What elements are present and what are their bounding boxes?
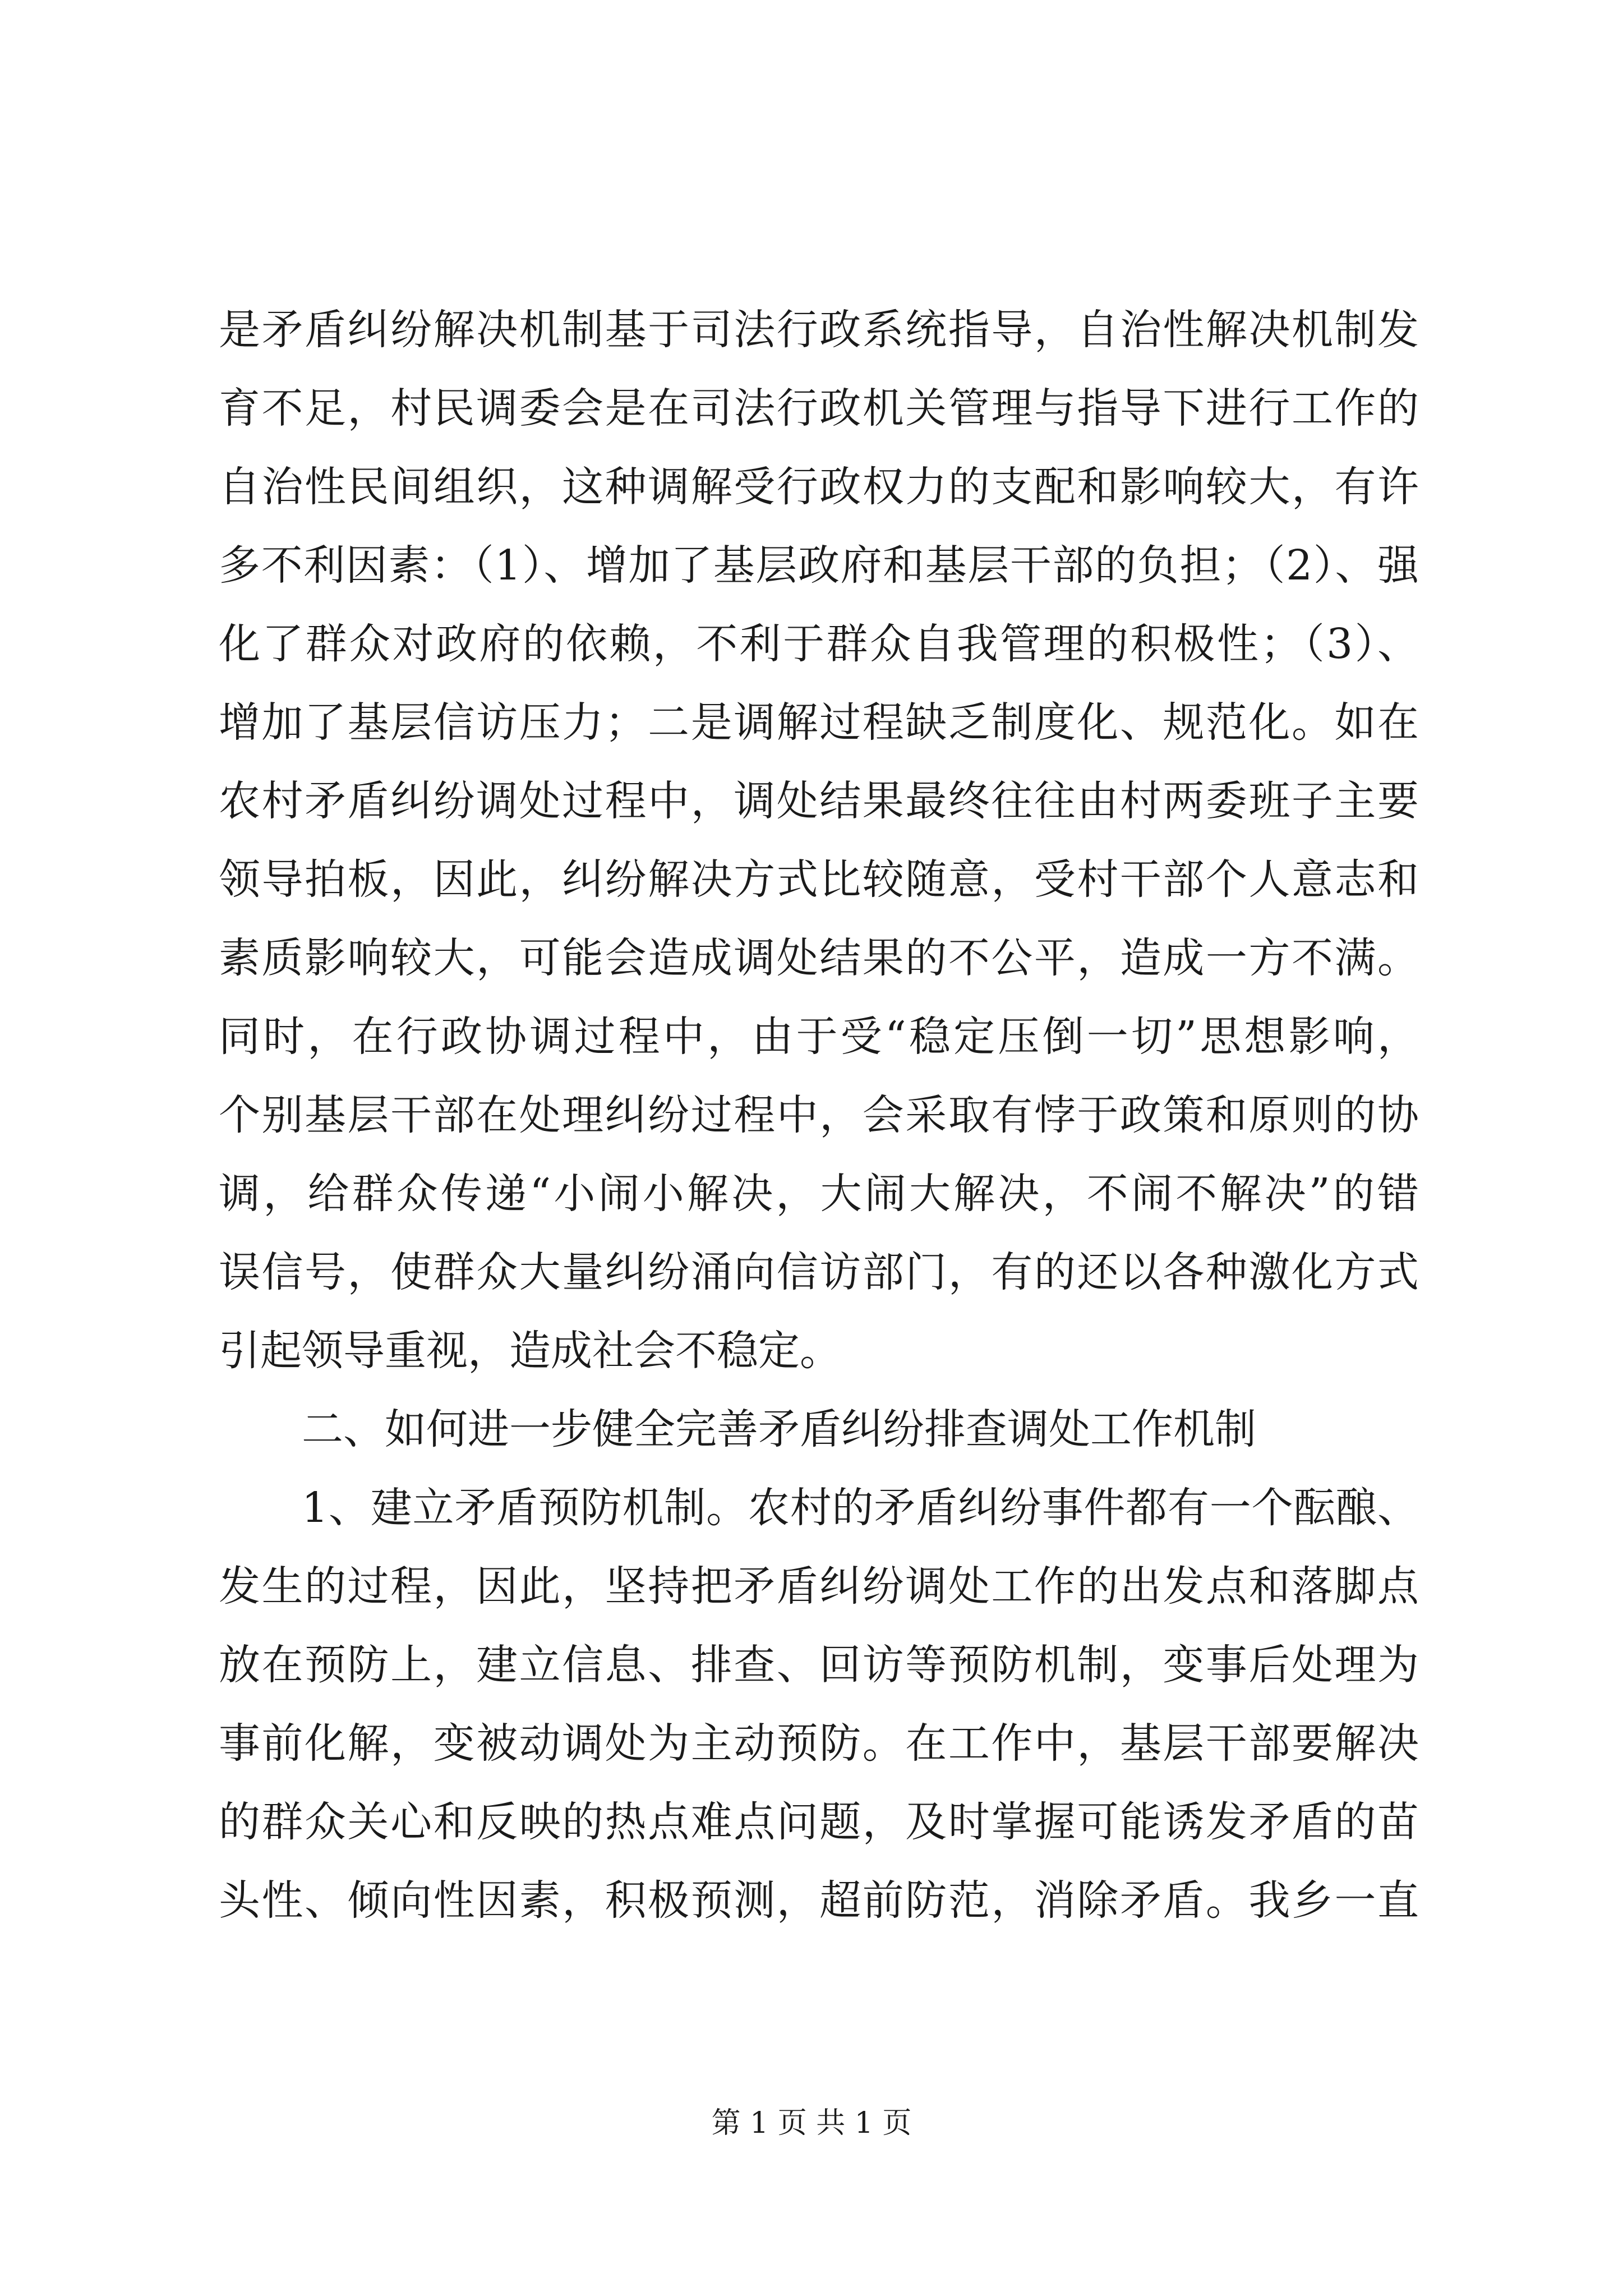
- text-line: 自治性民间组织，这种调解受行政权力的支配和影响较大，有许: [219, 463, 1419, 511]
- text-line: 领导拍板，因此，纠纷解决方式比较随意，受村干部个人意志和: [219, 855, 1419, 904]
- text-line: 的群众关心和反映的热点难点问题，及时掌握可能诱发矛盾的苗: [219, 1798, 1419, 1846]
- page-footer: 第 1 页 共 1 页: [711, 2106, 912, 2140]
- text-line: 多不利因素：（1）、增加了基层政府和基层干部的负担；（2）、强: [219, 541, 1419, 590]
- text-line: 头性、倾向性因素，积极预测，超前防范，消除矛盾。我乡一直: [219, 1876, 1419, 1925]
- text-line: 化了群众对政府的依赖，不利于群众自我管理的积极性；（3）、: [219, 620, 1419, 668]
- text-line: 同时，在行政协调过程中，由于受“稳定压倒一切”思想影响，: [219, 1013, 1419, 1061]
- section-heading: 二、如何进一步健全完善矛盾纠纷排查调处工作机制: [302, 1405, 1256, 1453]
- text-line: 素质影响较大，可能会造成调处结果的不公平，造成一方不满。: [219, 934, 1419, 982]
- text-line: 发生的过程，因此，坚持把矛盾纠纷调处工作的出发点和落脚点: [219, 1562, 1419, 1611]
- text-line: 放在预防上，建立信息、排查、回访等预防机制，变事后处理为: [219, 1641, 1419, 1689]
- text-line: 个别基层干部在处理纠纷过程中，会采取有悖于政策和原则的协: [219, 1091, 1419, 1139]
- text-line: 1、建立矛盾预防机制。农村的矛盾纠纷事件都有一个酝酿、: [302, 1484, 1419, 1532]
- text-line: 育不足，村民调委会是在司法行政机关管理与指导下进行工作的: [219, 384, 1419, 432]
- text-line: 是矛盾纠纷解决机制基于司法行政系统指导，自治性解决机制发: [219, 306, 1419, 354]
- text-line: 增加了基层信访压力；二是调解过程缺乏制度化、规范化。如在: [219, 698, 1419, 747]
- text-line: 调，给群众传递“小闹小解决，大闹大解决，不闹不解决”的错: [219, 1170, 1419, 1218]
- text-line: 事前化解，变被动调处为主动预防。在工作中，基层干部要解决: [219, 1719, 1419, 1768]
- text-line: 误信号，使群众大量纠纷涌向信访部门，有的还以各种激化方式: [219, 1248, 1419, 1296]
- text-line: 农村矛盾纠纷调处过程中，调处结果最终往往由村两委班子主要: [219, 777, 1419, 825]
- text-line: 引起领导重视，造成社会不稳定。: [219, 1327, 841, 1375]
